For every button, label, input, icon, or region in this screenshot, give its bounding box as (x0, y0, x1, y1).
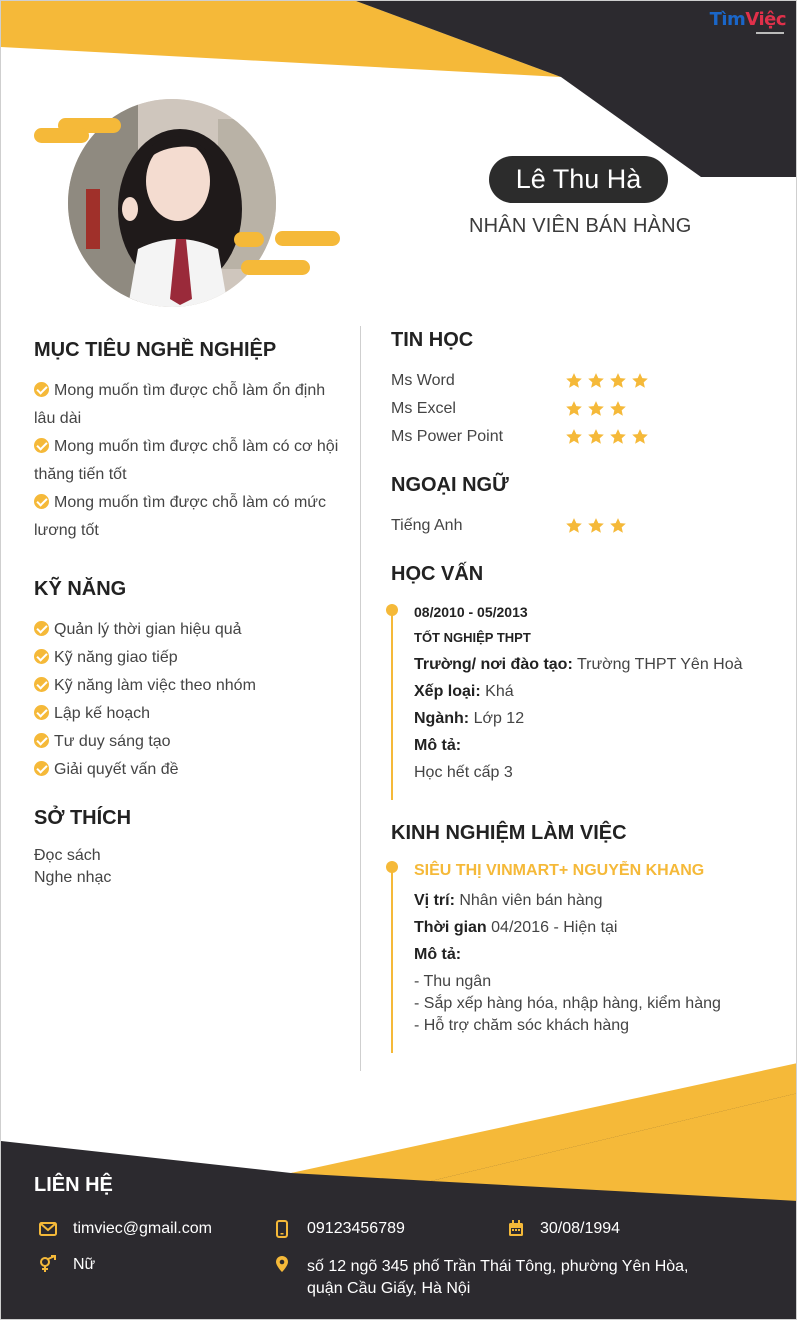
hobby-item: Đọc sách (34, 847, 101, 864)
desc-label: Mô tả: (414, 737, 462, 754)
star-icon (609, 517, 627, 535)
grade-label: Xếp loại: (414, 683, 481, 700)
star-icon (565, 517, 583, 535)
contact-birthday: 30/08/1994 (540, 1220, 621, 1237)
email-icon (39, 1222, 57, 1236)
education-grade (414, 683, 514, 701)
time-label: Thời gian (414, 919, 487, 936)
career-goal-title: MỤC TIÊU NGHỀ NGHIỆP (34, 339, 277, 361)
contact-address-line1: số 12 ngõ 345 phố Trần Thái Tông, phường Yên Hòa, (307, 1258, 689, 1275)
it-skill-name: Ms Power Point (391, 428, 504, 445)
position-label: Vị trí: (414, 892, 455, 909)
contact-address-line2: quận Cầu Giấy, Hà Nội (307, 1280, 471, 1297)
skill-text: Quản lý thời gian hiệu quả (54, 621, 242, 638)
experience-desc-item: - Hỗ trợ chăm sóc khách hàng (414, 1017, 630, 1034)
experience-desc-item: - Thu ngân (414, 973, 492, 990)
star-icon (609, 372, 627, 390)
contact-phone[interactable]: 09123456789 (307, 1220, 405, 1237)
experience-position (414, 892, 603, 910)
experience-company: SIÊU THỊ VINMART+ NGUYỄN KHANG (414, 862, 705, 879)
desc-label: Mô tả: (414, 946, 462, 963)
star-icon (609, 428, 627, 446)
contact-gender: Nữ (73, 1256, 96, 1273)
school-value: Trường THPT Yên Hoà (576, 656, 743, 673)
star-icon (631, 428, 649, 446)
check-icon (34, 621, 49, 636)
experience-desc-item: - Sắp xếp hàng hóa, nhập hàng, kiểm hàng (414, 995, 721, 1012)
position-value: Nhân viên bán hàng (459, 892, 603, 909)
check-icon (34, 494, 49, 509)
skill-item (34, 700, 344, 728)
calendar-icon (508, 1220, 524, 1237)
check-icon (34, 677, 49, 692)
school-label: Trường/ nơi đào tạo: (414, 656, 573, 673)
star-icon (609, 400, 627, 418)
education-desc-label (414, 737, 461, 755)
phone-icon (276, 1220, 288, 1238)
candidate-name: Lê Thu Hà (489, 156, 668, 203)
it-skill-name: Ms Excel (391, 400, 456, 417)
education-school (414, 656, 743, 674)
skill-item (34, 616, 344, 644)
skill-item (34, 644, 344, 672)
decor-pill (241, 260, 310, 275)
star-icon (587, 372, 605, 390)
check-icon (34, 761, 49, 776)
skill-item (34, 672, 344, 700)
rating-stars (565, 428, 649, 446)
hobby-item: Nghe nhạc (34, 869, 112, 886)
timeline-dot (386, 604, 398, 616)
language-name: Tiếng Anh (391, 517, 463, 534)
career-goal-item (34, 489, 344, 545)
star-icon (587, 400, 605, 418)
career-goal-item (34, 377, 344, 433)
column-divider (360, 326, 361, 1071)
skill-text: Tư duy sáng tạo (54, 733, 171, 750)
star-icon (631, 372, 649, 390)
rating-stars (565, 400, 627, 418)
decor-pill (34, 128, 89, 143)
gender-icon (38, 1255, 58, 1273)
timeline-dot (386, 861, 398, 873)
hobbies-title: SỞ THÍCH (34, 807, 132, 829)
education-timeline (391, 607, 393, 800)
star-icon (565, 400, 583, 418)
education-degree: TỐT NGHIỆP THPT (414, 630, 531, 645)
star-icon (587, 517, 605, 535)
career-goal-text: Mong muốn tìm được chỗ làm ổn định lâu dài (34, 382, 326, 427)
skill-item (34, 728, 344, 756)
rating-stars (565, 517, 627, 535)
major-value: Lớp 12 (473, 710, 525, 727)
grade-value: Khá (485, 683, 514, 700)
education-major (414, 710, 524, 728)
it-skill-name: Ms Word (391, 372, 455, 389)
languages-title: NGOẠI NGỮ (391, 474, 509, 496)
logo-part-1: Tìm (709, 9, 746, 30)
major-label: Ngành: (414, 710, 470, 727)
skill-text: Lập kế hoạch (54, 705, 151, 722)
contact-title: LIÊN HỆ (34, 1174, 113, 1196)
experience-desc-label (414, 946, 461, 964)
education-title: HỌC VẤN (391, 563, 484, 585)
star-icon (565, 372, 583, 390)
rating-stars (565, 372, 649, 390)
check-icon (34, 705, 49, 720)
experience-timeline (391, 865, 393, 1053)
star-icon (587, 428, 605, 446)
skill-text: Kỹ năng làm việc theo nhóm (54, 677, 256, 694)
skill-text: Kỹ năng giao tiếp (54, 649, 178, 666)
timviec-logo[interactable] (710, 9, 786, 30)
check-icon (34, 649, 49, 664)
star-icon (565, 428, 583, 446)
career-goal-text: Mong muốn tìm được chỗ làm có mức lương tốt (34, 494, 326, 539)
it-title: TIN HỌC (391, 329, 474, 351)
experience-title: KINH NGHIỆM LÀM VIỆC (391, 822, 627, 844)
skill-text: Giải quyết vấn đề (54, 761, 179, 778)
experience-time (414, 919, 617, 937)
career-goal-item (34, 433, 344, 489)
education-desc: Học hết cấp 3 (414, 764, 513, 781)
map-pin-icon (275, 1255, 289, 1273)
logo-underline (756, 32, 784, 34)
skill-item (34, 756, 344, 784)
check-icon (34, 382, 49, 397)
career-goal-text: Mong muốn tìm được chỗ làm có cơ hội thăng tiến tốt (34, 438, 339, 483)
education-period: 08/2010 - 05/2013 (414, 604, 528, 620)
contact-email[interactable]: timviec@gmail.com (73, 1220, 212, 1237)
job-title: NHÂN VIÊN BÁN HÀNG (469, 215, 692, 237)
logo-part-2: Việc (745, 9, 786, 30)
decor-pill (234, 232, 264, 247)
skills-title: KỸ NĂNG (34, 578, 127, 600)
check-icon (34, 438, 49, 453)
check-icon (34, 733, 49, 748)
time-value: 04/2016 - Hiện tại (491, 919, 618, 936)
decor-pill (275, 231, 340, 246)
